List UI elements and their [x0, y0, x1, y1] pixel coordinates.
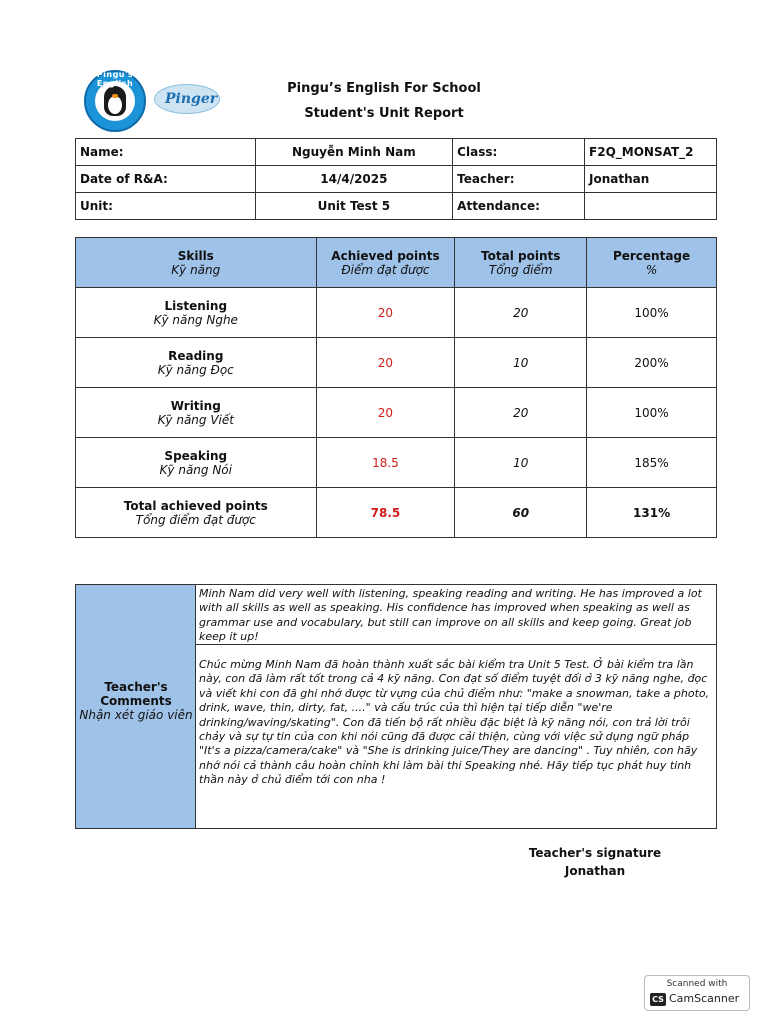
- percentage: 185%: [587, 438, 717, 488]
- teacher-label: Teacher:: [453, 166, 585, 193]
- english-comment: Minh Nam did very well with listening, speaking reading and writing. He has improved a lot with all skills as well as speaking. His confidence has improved when speaking as well as grammar use and vocabulary, but still can improve on all skills and keep going. Great job keep it up!: [196, 585, 716, 645]
- comments-label-cell: [76, 585, 196, 828]
- name-value: Nguyễn Minh Nam: [255, 139, 453, 166]
- skills-header-row: [76, 238, 717, 288]
- school-title: Pingu’s English For School: [287, 81, 481, 96]
- camscanner-logo-icon: CS: [650, 993, 666, 1006]
- pinger-logo-text: Pinger: [165, 91, 218, 107]
- skill-name-en: Reading: [168, 348, 224, 363]
- comments-label-vi: Nhận xét giáo viên: [79, 708, 193, 722]
- skill-row-listening: [76, 288, 717, 338]
- skills-table: [75, 237, 717, 538]
- signature-label: Teacher's signature: [528, 846, 662, 860]
- achieved-points: 20: [316, 388, 455, 438]
- class-value: F2Q_MONSAT_2: [585, 139, 717, 166]
- header-percentage: [587, 238, 717, 288]
- info-row: [76, 139, 717, 166]
- comments-label-en-1: Teacher's: [104, 680, 168, 694]
- achieved-points: 20: [316, 288, 455, 338]
- header-vi: %: [645, 262, 658, 277]
- vietnamese-comment: Chúc mừng Minh Nam đã hoàn thành xuất sắc bài kiểm tra Unit 5 Test. Ở bài kiểm tra lần này, con đã làm rất tốt trong cả 4 kỹ năng. Con đạt số điểm tuyệt đối ở 3 kỹ năng nghe, đọc và viết khi con đã ghi nhớ được từ vựng của chủ điểm như: "make a snowman, take a photo, drink, wave, thin, dirty, fat, ...." và cấu trúc của thì hiện tại tiếp diễn "we're drinking/waving/skating". Con đã tiến bộ rất nhiều đặc biệt là kỹ năng nói, con trả lời trôi chảy và sự tự tin của con khi nói cũng đã được cải thiện, cùng với việc sử dụng ngữ pháp "It's a pizza/camera/cake" và "She is drinking juice/They are dancing" . Tuy nhiên, con hãy nhớ nói cả thành câu hoàn chỉnh khi làm bài thi Speaking nhé. Hãy tiếp tục phát huy tinh thần này ở chủ điểm tới con nha !: [199, 658, 710, 787]
- skill-name-vi: Kỹ năng Viết: [157, 412, 234, 427]
- header-achieved: [316, 238, 455, 288]
- header-vi: Điểm đạt được: [341, 262, 430, 277]
- skill-name: [76, 338, 317, 388]
- total-name: [76, 488, 317, 538]
- total-points: 10: [455, 438, 587, 488]
- skill-name-vi: Kỹ năng Đọc: [157, 362, 234, 377]
- header-vi: Tổng điểm: [488, 262, 553, 277]
- school-logo: [84, 70, 234, 130]
- class-label: Class:: [453, 139, 585, 166]
- teacher-value: Jonathan: [585, 166, 717, 193]
- total-achieved-points: 78.5: [316, 488, 455, 538]
- unit-label: Unit:: [76, 193, 256, 220]
- header-vi: Kỹ năng: [171, 262, 221, 277]
- info-row: [76, 166, 717, 193]
- skill-row-writing: [76, 388, 717, 438]
- achieved-points: 18.5: [316, 438, 455, 488]
- header-en: Percentage: [612, 248, 691, 263]
- skill-name-vi: Kỹ năng Nghe: [153, 312, 238, 327]
- header-en: Achieved points: [331, 248, 440, 263]
- achieved-points: 20: [316, 338, 455, 388]
- date-label: Date of R&A:: [76, 166, 256, 193]
- skill-name-en: Speaking: [164, 448, 228, 463]
- unit-value: Unit Test 5: [255, 193, 453, 220]
- skill-name-en: Listening: [164, 298, 228, 313]
- header-en: Total points: [481, 248, 561, 263]
- pingu-logo-text: Pingu's English: [96, 70, 134, 88]
- info-row: [76, 193, 717, 220]
- comments-label: [76, 680, 196, 722]
- name-label: Name:: [76, 139, 256, 166]
- watermark-line2: CamScanner: [669, 992, 740, 1005]
- header-total: [455, 238, 587, 288]
- percentage: 100%: [587, 388, 717, 438]
- date-value: 14/4/2025: [255, 166, 453, 193]
- percentage: 100%: [587, 288, 717, 338]
- skill-name-en: Writing: [170, 398, 221, 413]
- total-points: 20: [455, 388, 587, 438]
- total-row: [76, 488, 717, 538]
- header-en: Skills: [177, 248, 214, 263]
- camscanner-watermark: [644, 975, 750, 1011]
- pingu-logo-icon: [84, 70, 146, 132]
- total-percentage: 131%: [587, 488, 717, 538]
- percentage: 200%: [587, 338, 717, 388]
- skill-name-vi: Kỹ năng Nói: [159, 462, 232, 477]
- skill-name: [76, 388, 317, 438]
- signature-name: Jonathan: [564, 864, 626, 878]
- total-name-vi: Tổng điểm đạt được: [135, 512, 256, 527]
- student-info-table: [75, 138, 717, 220]
- total-points: 20: [455, 288, 587, 338]
- skill-row-speaking: [76, 438, 717, 488]
- skill-name: [76, 288, 317, 338]
- attendance-value: [585, 193, 717, 220]
- attendance-label: Attendance:: [453, 193, 585, 220]
- skill-row-reading: [76, 338, 717, 388]
- skill-name: [76, 438, 317, 488]
- header-skills: [76, 238, 317, 288]
- report-title: Student's Unit Report: [304, 106, 464, 121]
- total-points: 10: [455, 338, 587, 388]
- total-name-en: Total achieved points: [123, 498, 268, 513]
- total-total-points: 60: [455, 488, 587, 538]
- watermark-line1: Scanned with: [666, 979, 728, 989]
- comments-label-en-2: Comments: [100, 694, 172, 708]
- teacher-comments-box: [75, 584, 717, 829]
